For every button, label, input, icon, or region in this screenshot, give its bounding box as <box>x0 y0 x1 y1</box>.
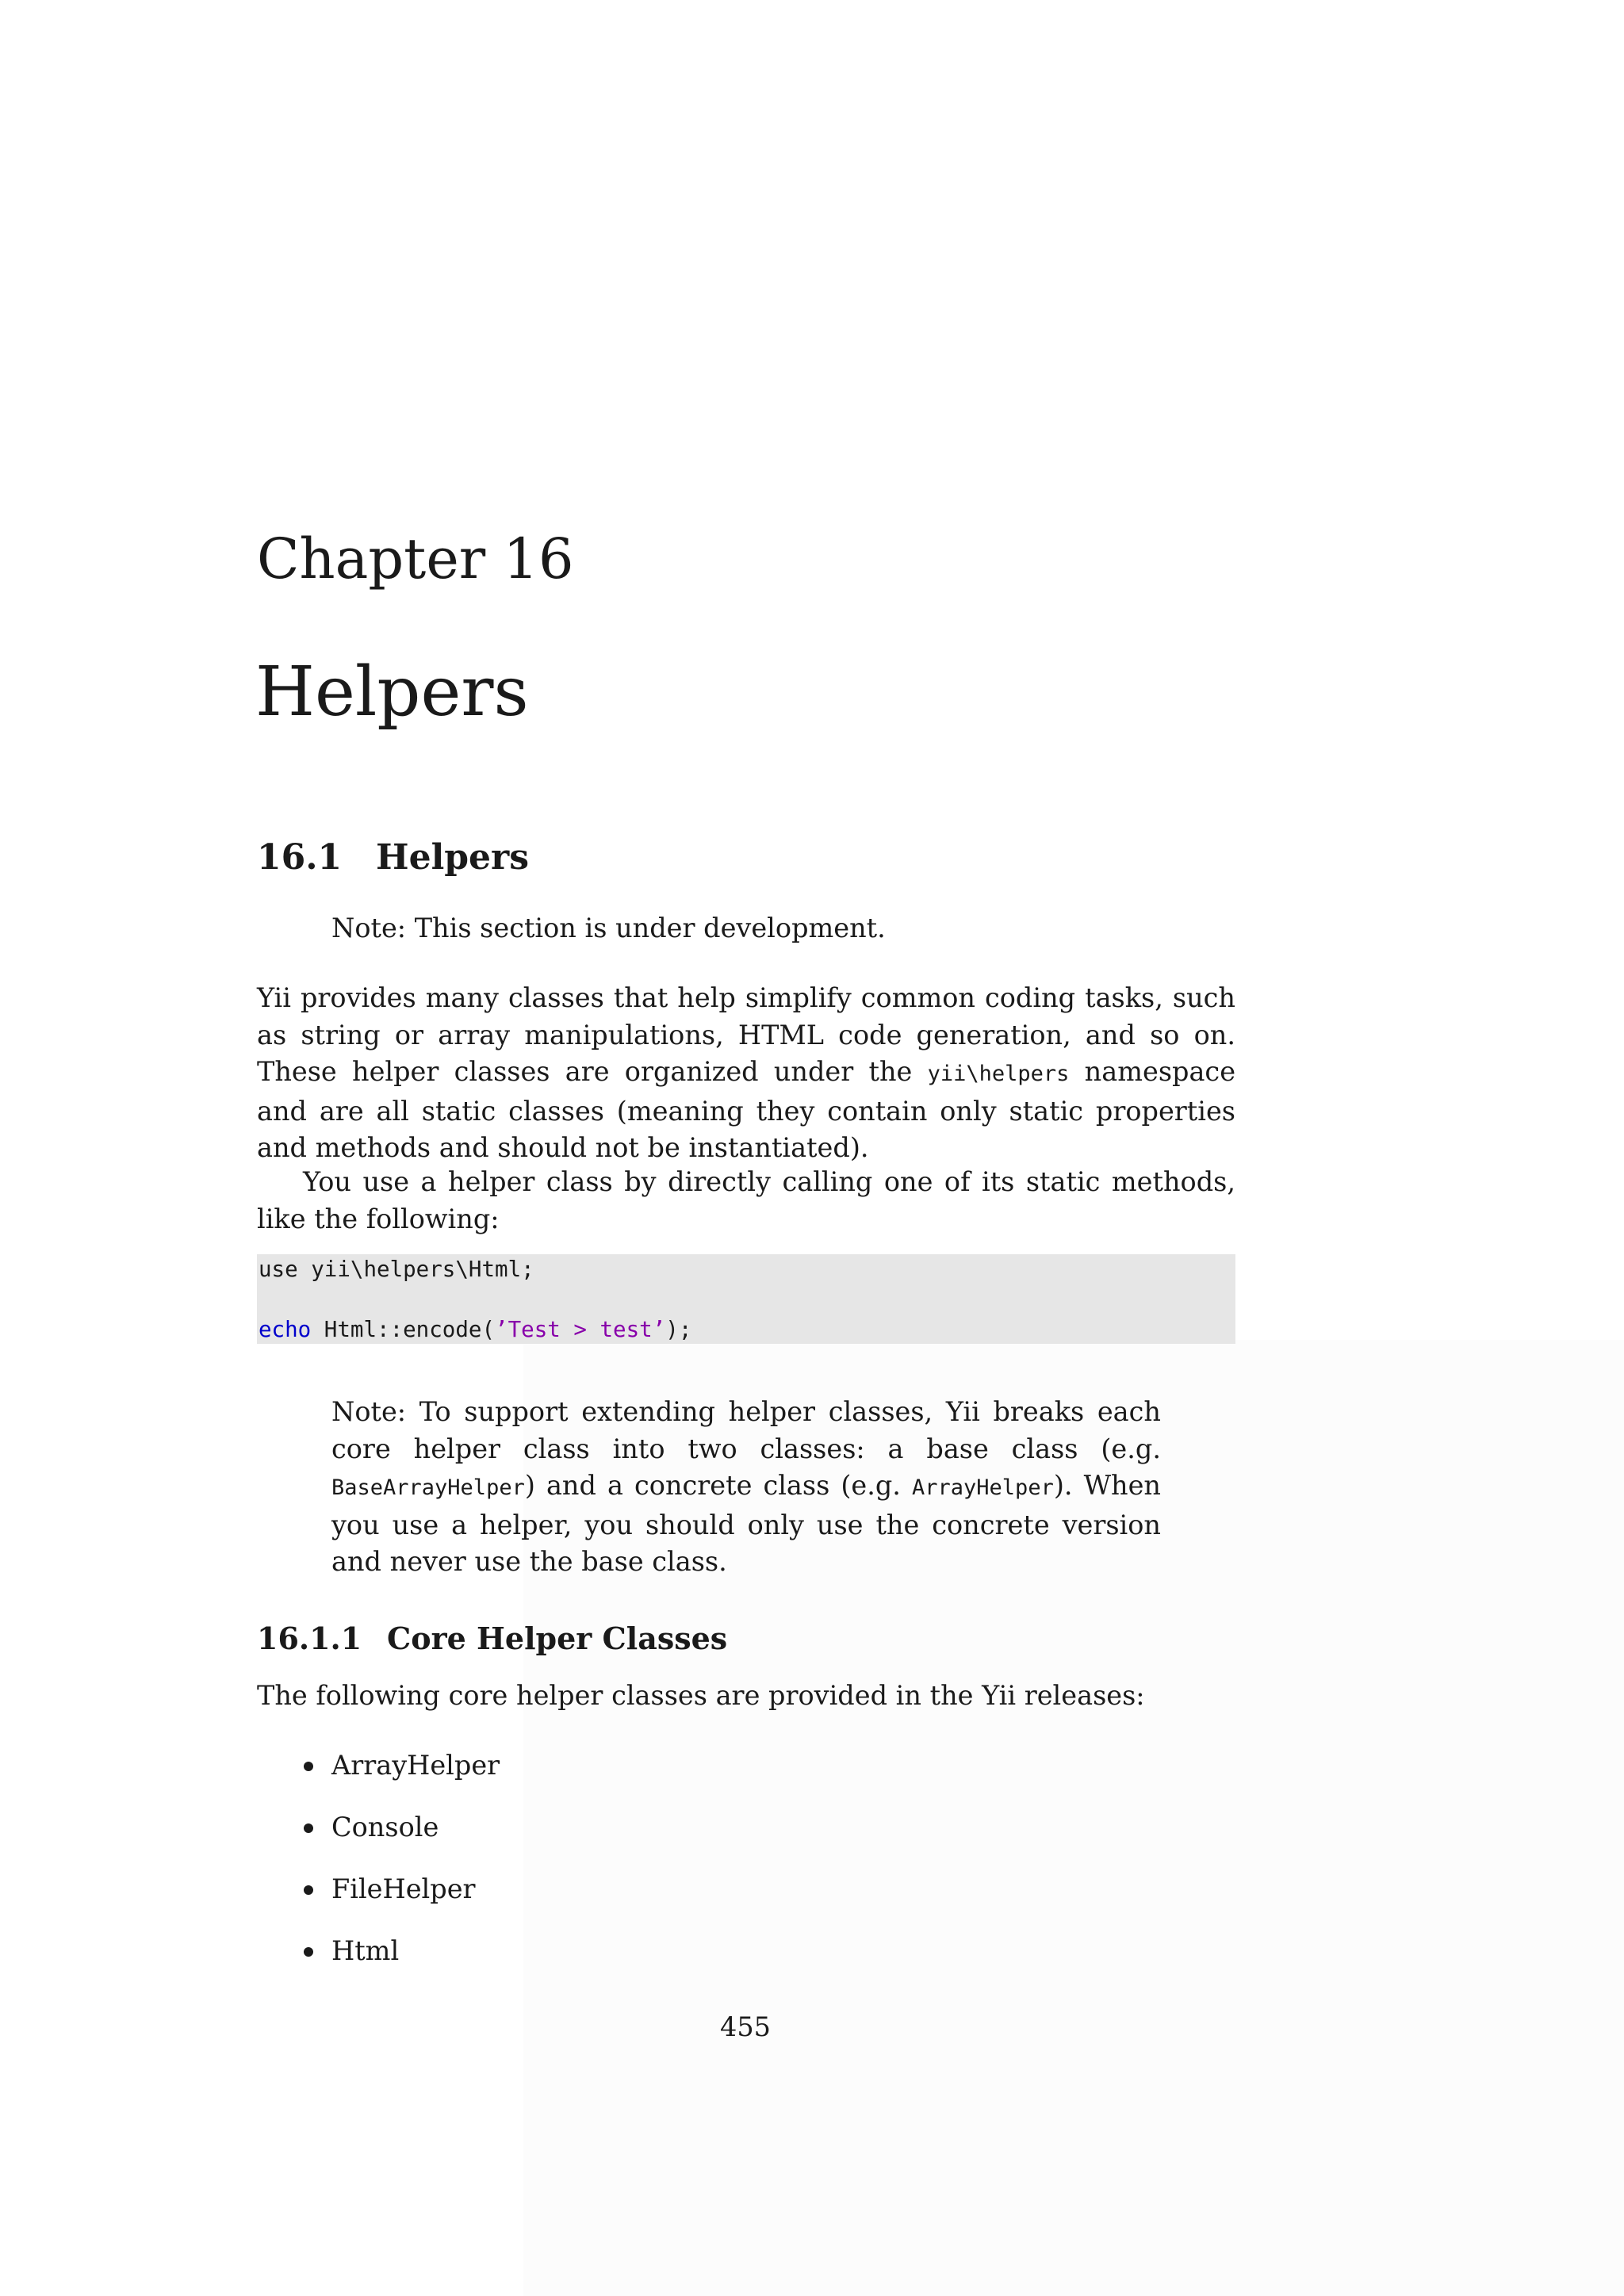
usage-paragraph: You use a helper class by directly calling one of its static methods, like the following: <box>257 1166 1235 1234</box>
bullet-icon <box>304 1762 313 1771</box>
intro-paragraph-text-1: Yii provides many classes that help simplify common coding tasks, such as string or array manipulations, HTML code generation, and so on. These helper classes are organized under the <box>257 982 1235 1087</box>
code-call: Html::encode( <box>311 1317 496 1342</box>
subsection-number: 16.1.1 <box>257 1621 362 1656</box>
list-item <box>257 1809 500 1871</box>
concrete-class-code: ArrayHelper <box>912 1475 1054 1500</box>
section-heading <box>257 834 529 882</box>
subsection-title: Core Helper Classes <box>387 1621 728 1656</box>
bullet-icon <box>304 1947 313 1957</box>
subsection-heading <box>257 1617 727 1660</box>
extension-note-text-3: ). When you use a helper, you should only use the concrete version and never use the base class. <box>331 1470 1161 1577</box>
development-note: Note: This section is under development. <box>331 913 886 943</box>
helpers-intro: The following core helper classes are provided in the Yii releases: <box>257 1680 1145 1711</box>
helper-list <box>257 1747 500 1995</box>
bullet-icon <box>304 1823 313 1833</box>
section-number: 16.1 <box>257 837 343 878</box>
list-item <box>257 1747 500 1809</box>
chapter-label: Chapter 16 <box>257 526 574 591</box>
page-number: 455 <box>720 2011 771 2042</box>
bullet-icon <box>304 1885 313 1895</box>
base-class-code: BaseArrayHelper <box>331 1475 525 1500</box>
code-end: ); <box>665 1317 692 1342</box>
code-line-1: use yii\helpers\Html; <box>259 1257 534 1282</box>
extension-note-text-1: Note: To support extending helper classes, Yii breaks each core helper class into two classes: a base class (e.g. <box>331 1396 1161 1464</box>
list-item-label: ArrayHelper <box>331 1750 500 1781</box>
code-example <box>257 1254 1235 1344</box>
code-string: ’Test > test’ <box>495 1317 666 1342</box>
chapter-title: Helpers <box>255 652 529 732</box>
code-line-blank <box>259 1284 1234 1314</box>
list-item <box>257 1871 500 1933</box>
section-title: Helpers <box>376 837 529 878</box>
intro-paragraph <box>257 980 1235 1167</box>
list-item <box>257 1933 500 1995</box>
list-item-label: Console <box>331 1812 439 1843</box>
code-keyword: echo <box>259 1317 312 1342</box>
extension-note-text-2: ) and a concrete class (e.g. <box>524 1470 913 1501</box>
list-item-label: Html <box>331 1935 400 1966</box>
namespace-code: yii\helpers <box>927 1062 1070 1086</box>
code-line-3 <box>259 1314 1234 1345</box>
intro-paragraph-text-2: namespace and are all static classes (meaning they contain only static properties and methods and should not be instantiated). <box>257 1056 1236 1163</box>
extension-note <box>331 1394 1161 1581</box>
list-item-label: FileHelper <box>331 1873 476 1904</box>
